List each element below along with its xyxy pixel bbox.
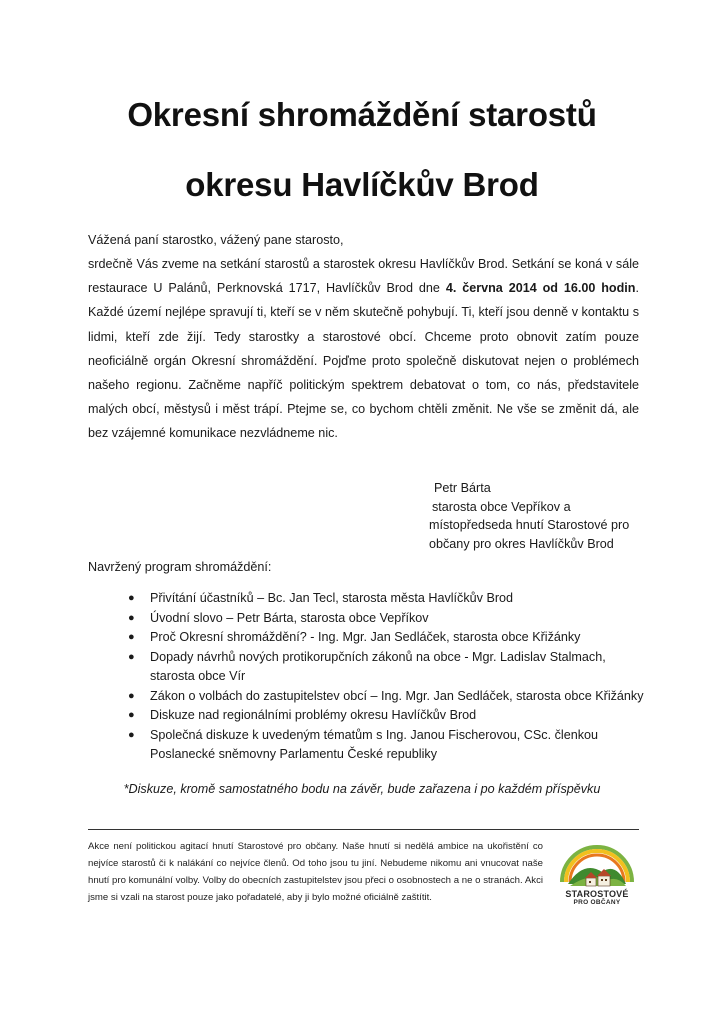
signature-block: [429, 479, 669, 553]
program-item-text: Přivítání účastníků – Bc. Jan Tecl, starosta města Havlíčkův Brod: [150, 591, 514, 605]
signature-name: Petr Bárta: [434, 481, 491, 495]
bullet-icon: ●: [128, 592, 135, 604]
bullet-icon: ●: [128, 611, 135, 624]
program-item-text: Dopady návrhů nových protikorupčních zákonů na obce - Mgr. Ladislav Stalmach, starosta obce Vír: [150, 649, 606, 683]
list-item: [128, 628, 648, 648]
footer-disclaimer: Akce není politickou agitací hnutí Starostové pro občany. Naše hnutí si nedělá ambice na ukořistění co nejvíce starostů či k nalákání co nejvíce členů. Od toho jsou tu jiní. Nebudeme nikomu ani vnucovat naše hnutí pro komunální volby. Volby do obecních zastupitelstev jsou přeci o osobnostech a ne o stranách. Akci jsme si vzali na starost pouze jako pořadatelé, aby ji bylo možné oficiálně zaštítit.: [88, 841, 543, 903]
list-item: [128, 706, 648, 726]
program-item-text: Diskuze nad regionálními problémy okresu Havlíčkův Brod: [150, 708, 477, 722]
paragraph-part-1: srdečně Vás zveme na setkání starostů a starostek okresu Havlíčkův Brod. Setkání se koná v sále restaurace U Palánů, Perknovská 1717, Havlíčkův Brod dne: [88, 257, 639, 296]
program-list: [128, 589, 648, 765]
discussion-note: *Diskuze, kromě samostatného bodu na závěr, bude zařazena i po každém příspěvku: [123, 782, 601, 796]
signature-line-2: místopředseda hnutí Starostové pro: [429, 518, 630, 532]
list-item: [128, 648, 648, 687]
signature-line-1: starosta obce Vepříkov a: [432, 499, 571, 514]
title-line-1: Okresní shromáždění starostů: [127, 96, 597, 133]
bullet-icon: ●: [128, 728, 135, 741]
program-item-text: Společná diskuze k uvedeným tématům s Ing. Janou Fischerovou, CSc. členkou Poslanecké sněmovny Parlamentu České republiky: [150, 727, 599, 761]
logo-word-1: STAROSTOVÉ: [565, 889, 629, 899]
paragraph-part-2: . Každé území nejlépe spravují ti, kteří se v něm skutečně pohybují. Ti, kteří jsou denně v kontaktu s lidmi, kteří zde žijí. Tedy starostky a starostové obcí. Chceme proto obnovit zatím pouze neoficiálně orgán Okresní shromáždění. Pojďme proto společně diskutovat nejen o problémech našeho regionu. Začněme napříč politickým spektrem debatovat o tom, co nás, představitele malých obcí, městysů i měst trápí. Ptejme se, co bychom chtěli změnit. Ne vše se změnit dá, ale bez vzájemné komunikace nezvládneme nic.: [88, 281, 639, 441]
bullet-icon: ●: [128, 631, 135, 643]
program-item-text: Zákon o volbách do zastupitelstev obcí – Ing. Mgr. Jan Sedláček, starosta obce Křižánky: [150, 688, 644, 703]
event-date: 4. června 2014 od 16.00 hodin: [445, 281, 636, 296]
program-heading: Navržený program shromáždění:: [88, 560, 272, 574]
logo-word-2: PRO OBČANY: [573, 899, 621, 906]
signature-line-3: občany pro okres Havlíčkův Brod: [429, 536, 614, 551]
invitation-paragraph: [88, 252, 639, 446]
title-line-2: okresu Havlíčkův Brod: [185, 166, 539, 203]
greeting: Vážená paní starostko, vážený pane starosto,: [88, 233, 344, 247]
list-item: [128, 609, 648, 629]
footer-divider: [88, 829, 639, 830]
program-item-text: Proč Okresní shromáždění? - Ing. Mgr. Jan Sedláček, starosta obce Křižánky: [150, 630, 581, 644]
bullet-icon: ●: [128, 650, 135, 663]
starostove-logo-icon: [556, 838, 638, 920]
bullet-icon: ●: [128, 689, 135, 702]
list-item: [128, 726, 648, 765]
program-item-text: Úvodní slovo – Petr Bárta, starosta obce Vepříkov: [150, 610, 429, 625]
list-item: [128, 589, 648, 609]
bullet-icon: ●: [128, 709, 135, 721]
list-item: [128, 687, 648, 707]
